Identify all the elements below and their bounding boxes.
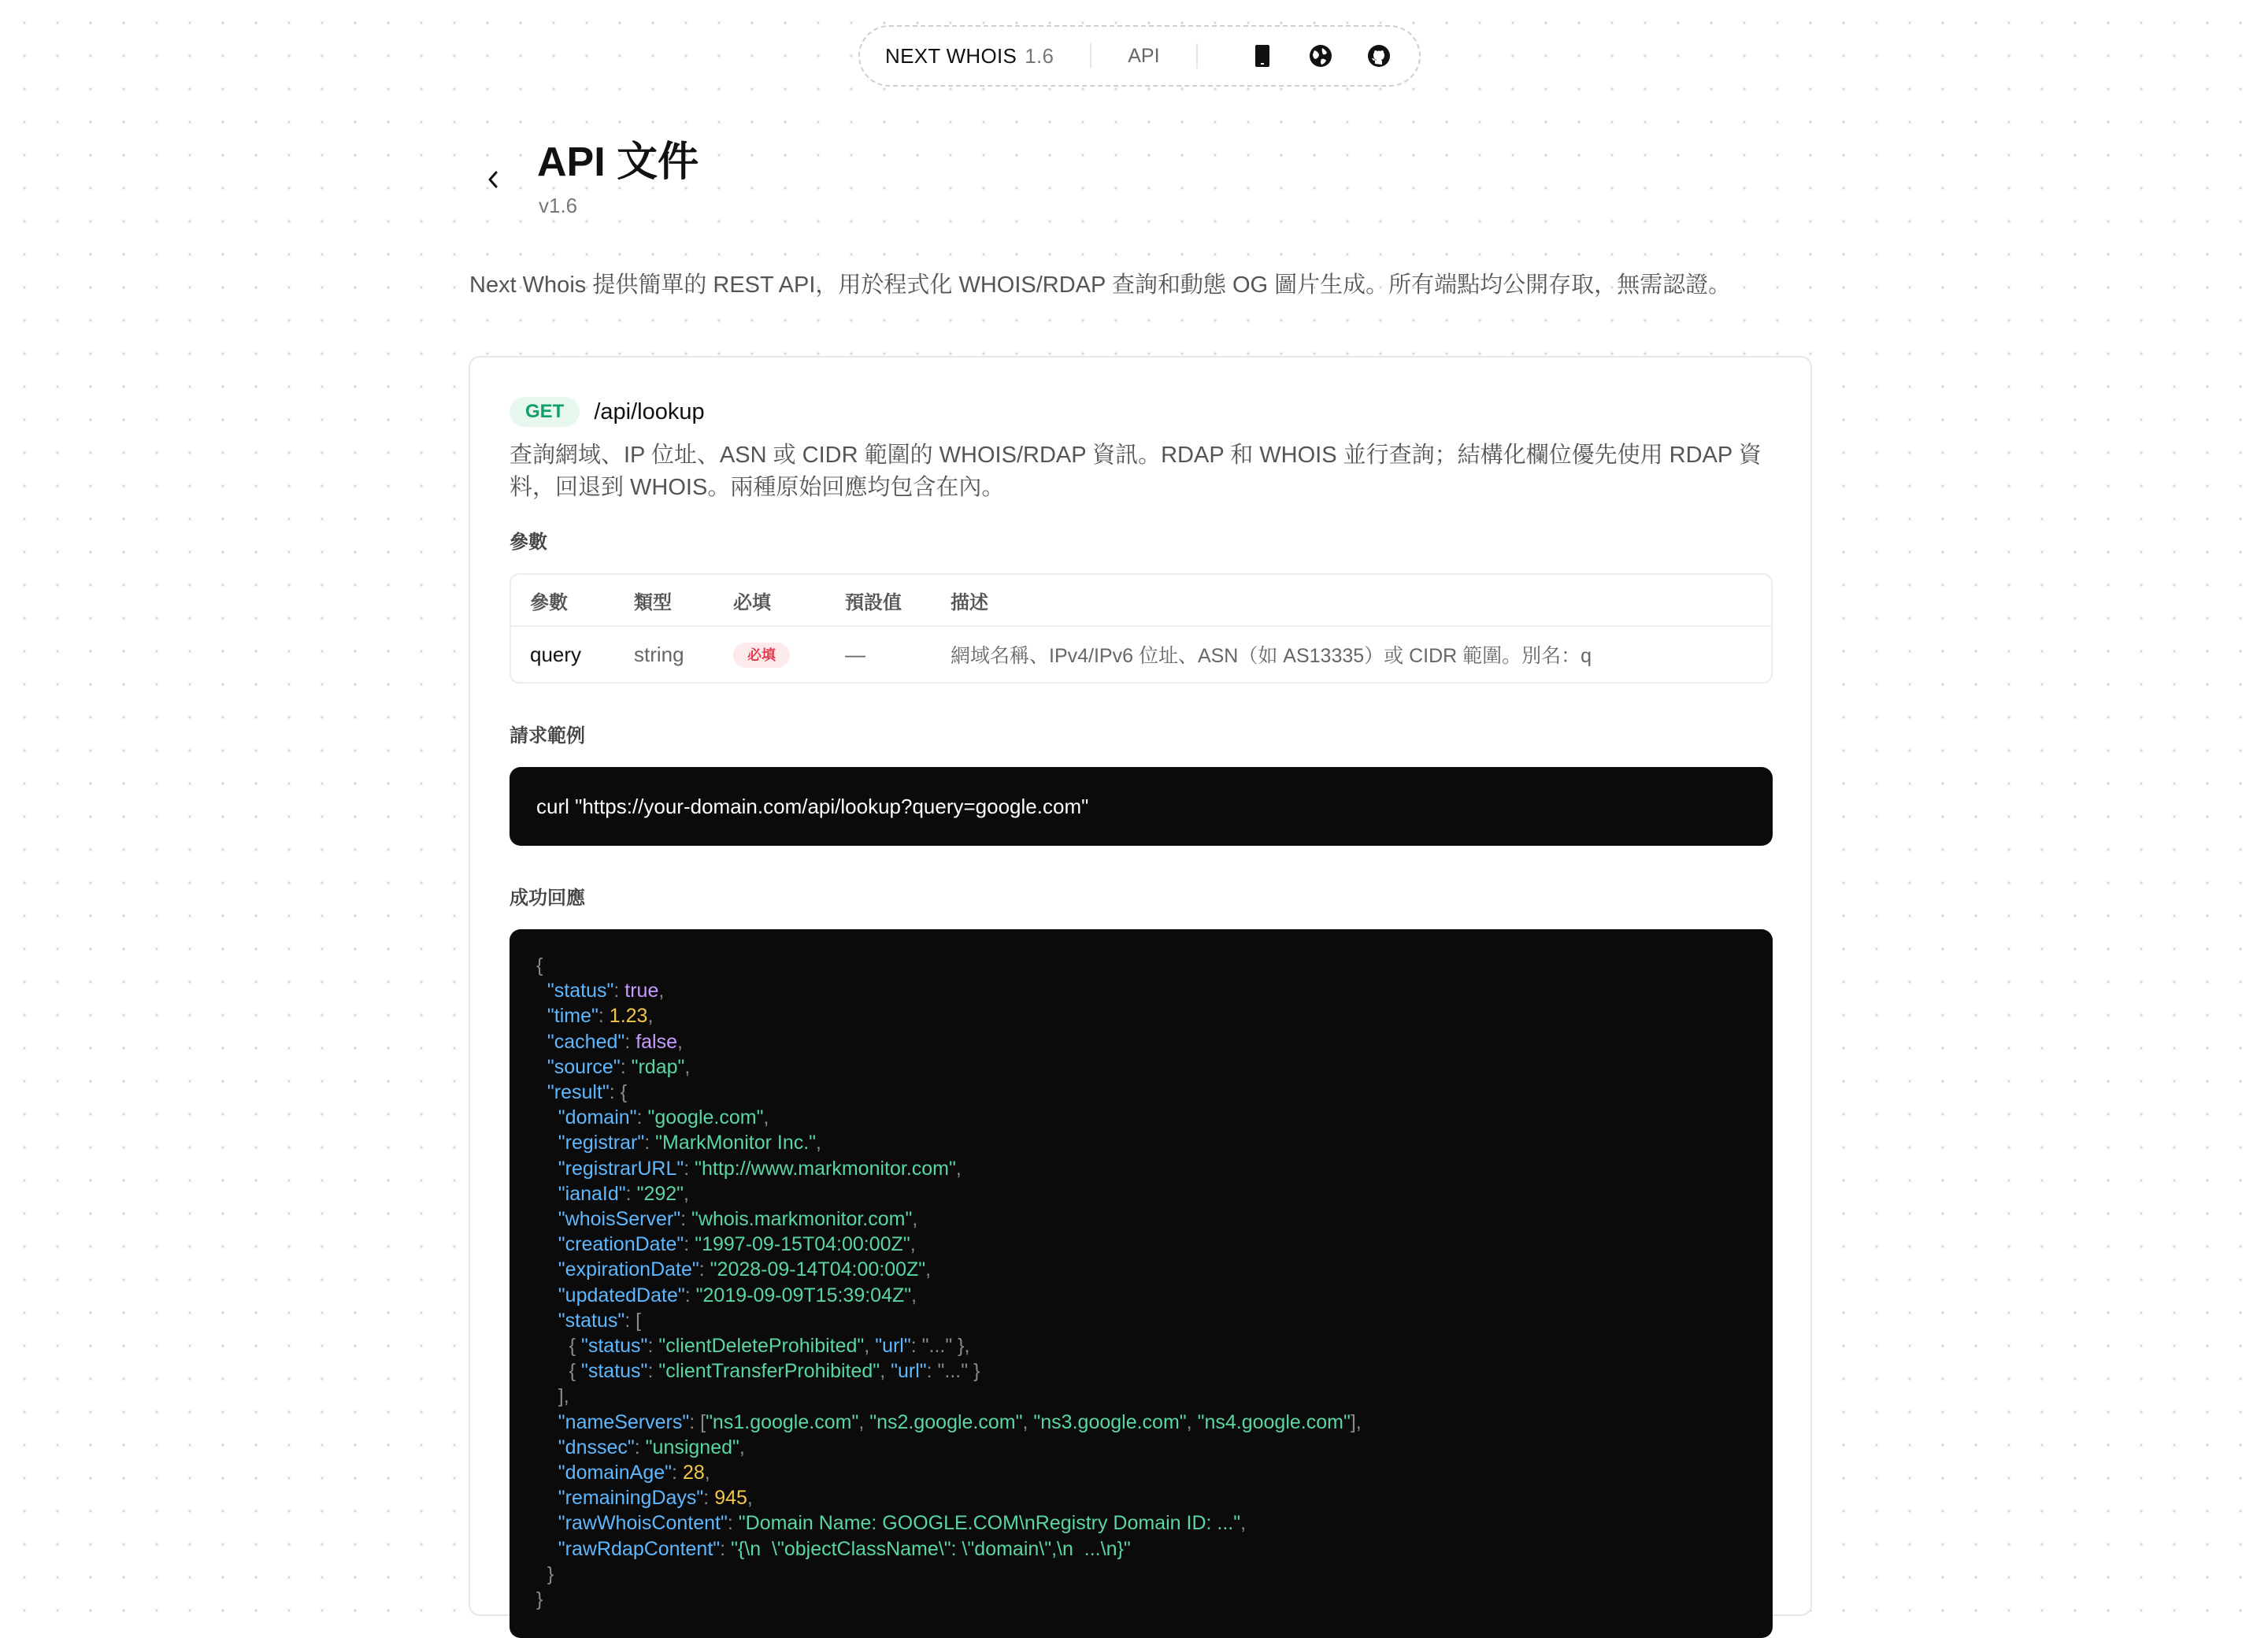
top-nav [858,25,1421,87]
back-button[interactable] [477,164,509,195]
brand-version: 1.6 [1025,43,1054,68]
intro-text: Next Whois 提供簡單的 REST API，用於程式化 WHOIS/RDAP 查詢和動態 OG 圖片生成。所有端點均公開存取，無需認證。 [469,272,1732,298]
params-title: 參數 [510,532,547,553]
column-header: 預設值 [845,591,902,613]
page-title: API 文件 [537,139,699,185]
param-name: query [530,642,582,666]
page-version: v1.6 [539,194,578,217]
response-example-code [510,929,1773,1638]
column-header: 類型 [634,591,672,613]
chevron-left-icon [486,169,500,190]
globe-icon[interactable] [1305,40,1336,72]
param-type: string [634,642,684,666]
method-badge: GET [510,397,580,427]
success-response-title: 成功回應 [510,888,585,909]
nav-api-link[interactable]: API [1128,44,1160,67]
params-table [510,573,1773,684]
nav-divider [1196,43,1198,69]
column-header: 描述 [951,591,988,613]
param-description: 網域名稱、IPv4/IPv6 位址、ASN（如 AS13335）或 CIDR 範圍。別名：q [951,645,1592,667]
nav-icon-group [1247,40,1395,72]
request-example-title: 請求範例 [510,725,585,747]
request-example-code: curl "https://your-domain.com/api/lookup?query=google.com" [510,767,1773,846]
table-header-row [511,575,1771,627]
brand-name: NEXT WHOIS [885,43,1017,68]
nav-divider [1090,43,1091,69]
table-row [511,625,1771,684]
endpoint-header [510,397,705,427]
phone-icon[interactable] [1247,40,1278,72]
required-badge-wrap [733,643,790,665]
column-header: 參數 [530,591,568,613]
github-icon[interactable] [1363,40,1395,72]
column-header: 必填 [733,591,771,613]
param-default: — [845,642,865,666]
endpoint-path: /api/lookup [594,398,705,424]
endpoint-description: 查詢網域、IP 位址、ASN 或 CIDR 範圍的 WHOIS/RDAP 資訊。RDAP 和 WHOIS 並行查詢；結構化欄位優先使用 RDAP 資料，回退到 WHOIS。兩種原始回應均包含在內。 [510,443,1762,500]
brand-link[interactable] [885,44,1054,69]
required-badge: 必填 [733,643,790,668]
endpoint-card [469,356,1812,1616]
response-json: { "status": true, "time": 1.23, "cached": false, "source": "rdap", "result": { "domain": "google.com", "registrar": "MarkMonitor Inc.", "registrarURL": "http://www.markmonitor.com", "ianaId": "292", "whoisServer": "whois.markmonitor.com", "creationDate": "1997-09-15T04:00:00Z", "expirationDate": "2028-09-14T04:00:00Z", "updatedDate": "2019-09-09T15:39:04Z", "status": [ { "status": "clientDeleteProhibited", "url": "..." }, { "status": "clientTransferProhibited", "url": "..." } ], "nameServers": ["ns1.google.com", "ns2.google.com", "ns3.google.com", "ns4.google.com"], "dnssec": "unsigned", "domainAge": 28, "remainingDays": 945, "rawWhoisContent": "Domain Name: GOOGLE.COM\nRegistry Domain ID: ...", "rawRdapContent": "{\n \"objectClassName\": \"domain\",\n ...\n}" } } [536,954,1362,1611]
